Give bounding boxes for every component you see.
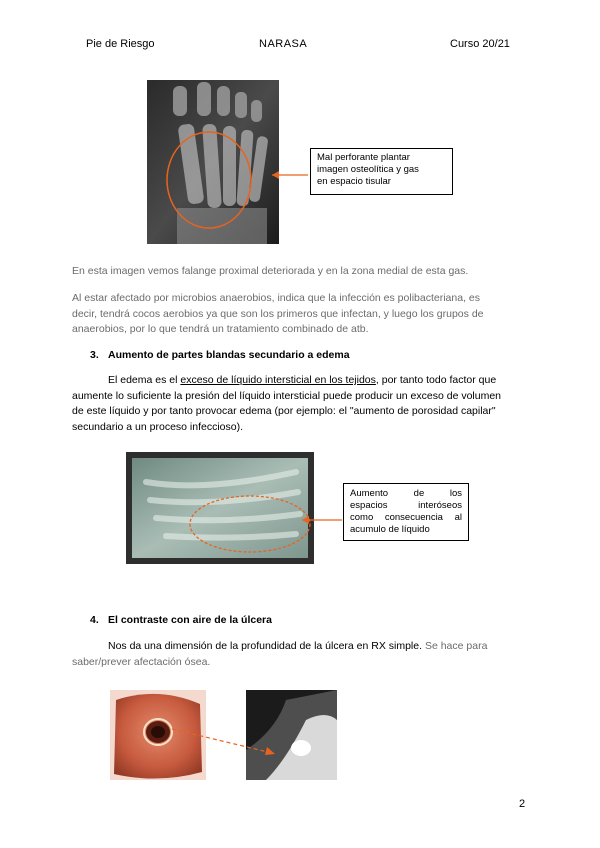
callout-box-2 [343,483,469,541]
header-right: Curso 20/21 [450,38,510,50]
callout-2-line-1: Aumento de los [350,488,462,499]
callout-1-line-1: Mal perforante plantar [317,152,410,163]
paragraph-2-line-1: Al estar afectado por microbios anaerobios, indica que la infección es polibacteriana, es [72,292,480,304]
xray-foot-image [147,80,279,244]
section-3-line-1-prefix: El edema es el [108,374,181,386]
section-3-line-4: secundario a un proceso infeccioso). [72,420,244,433]
section-3-underlined-definition: exceso de líquido intersticial en los tejidos [180,374,376,386]
section-4-body [72,639,534,670]
section-4-line-1 [72,639,534,655]
section-3-number: 3. [90,349,99,361]
section-4-line-1-gray: Se hace para [422,640,488,652]
header-center: NARASA [259,38,308,50]
paragraph-2-line-3: anaerobios, por lo que tendrá un tratamiento combinado de atb. [72,323,369,335]
section-3-line-2: aumente lo suficiente la presión del líquido intersticial puede producir un exceso de volumen [72,389,502,402]
page-number: 2 [519,798,526,810]
paragraph-2 [72,291,532,338]
section-4-title: El contraste con aire de la úlcera [108,614,272,626]
section-4-number: 4. [90,614,99,626]
section-3-line-1-suffix: , por tanto todo factor que [375,374,497,386]
header-left: Pie de Riesgo [86,38,155,50]
paragraph-2-line-2: decir, tendrá cocos aerobios ya que son los primeros que infectan, y luego los grupos de [72,307,484,320]
callout-2-line-3: como consecuencia al [350,512,462,523]
callout-1-line-3: en espacio tisular [317,176,391,187]
callout-arrow-2 [300,514,344,526]
section-3-title: Aumento de partes blandas secundario a edema [108,349,350,361]
callout-1-line-2: imagen osteolítica y gas [317,164,419,175]
callout-2-line-4: acumulo de líquido [350,524,430,535]
photo-to-xray-arrow [168,725,278,757]
section-3-line-1 [72,373,534,389]
section-4-line-1-black: Nos da una dimensión de la profundidad de la úlcera en RX simple. [108,640,423,652]
callout-box-1 [310,148,453,195]
section-3-body [72,373,534,435]
callout-arrow-1 [270,168,310,182]
section-3-line-3: de este líquido y por tanto provocar edema (por ejemplo: el "aumento de porosidad capilar" [72,405,496,417]
xray-lateral-foot-image [126,452,314,564]
section-4-line-2: saber/prever afectación ósea. [72,655,211,668]
paragraph-1: En esta imagen vemos falange proximal deteriorada y en la zona medial de esta gas. [72,265,469,277]
callout-2-line-2: espacios interóseos [350,500,462,511]
